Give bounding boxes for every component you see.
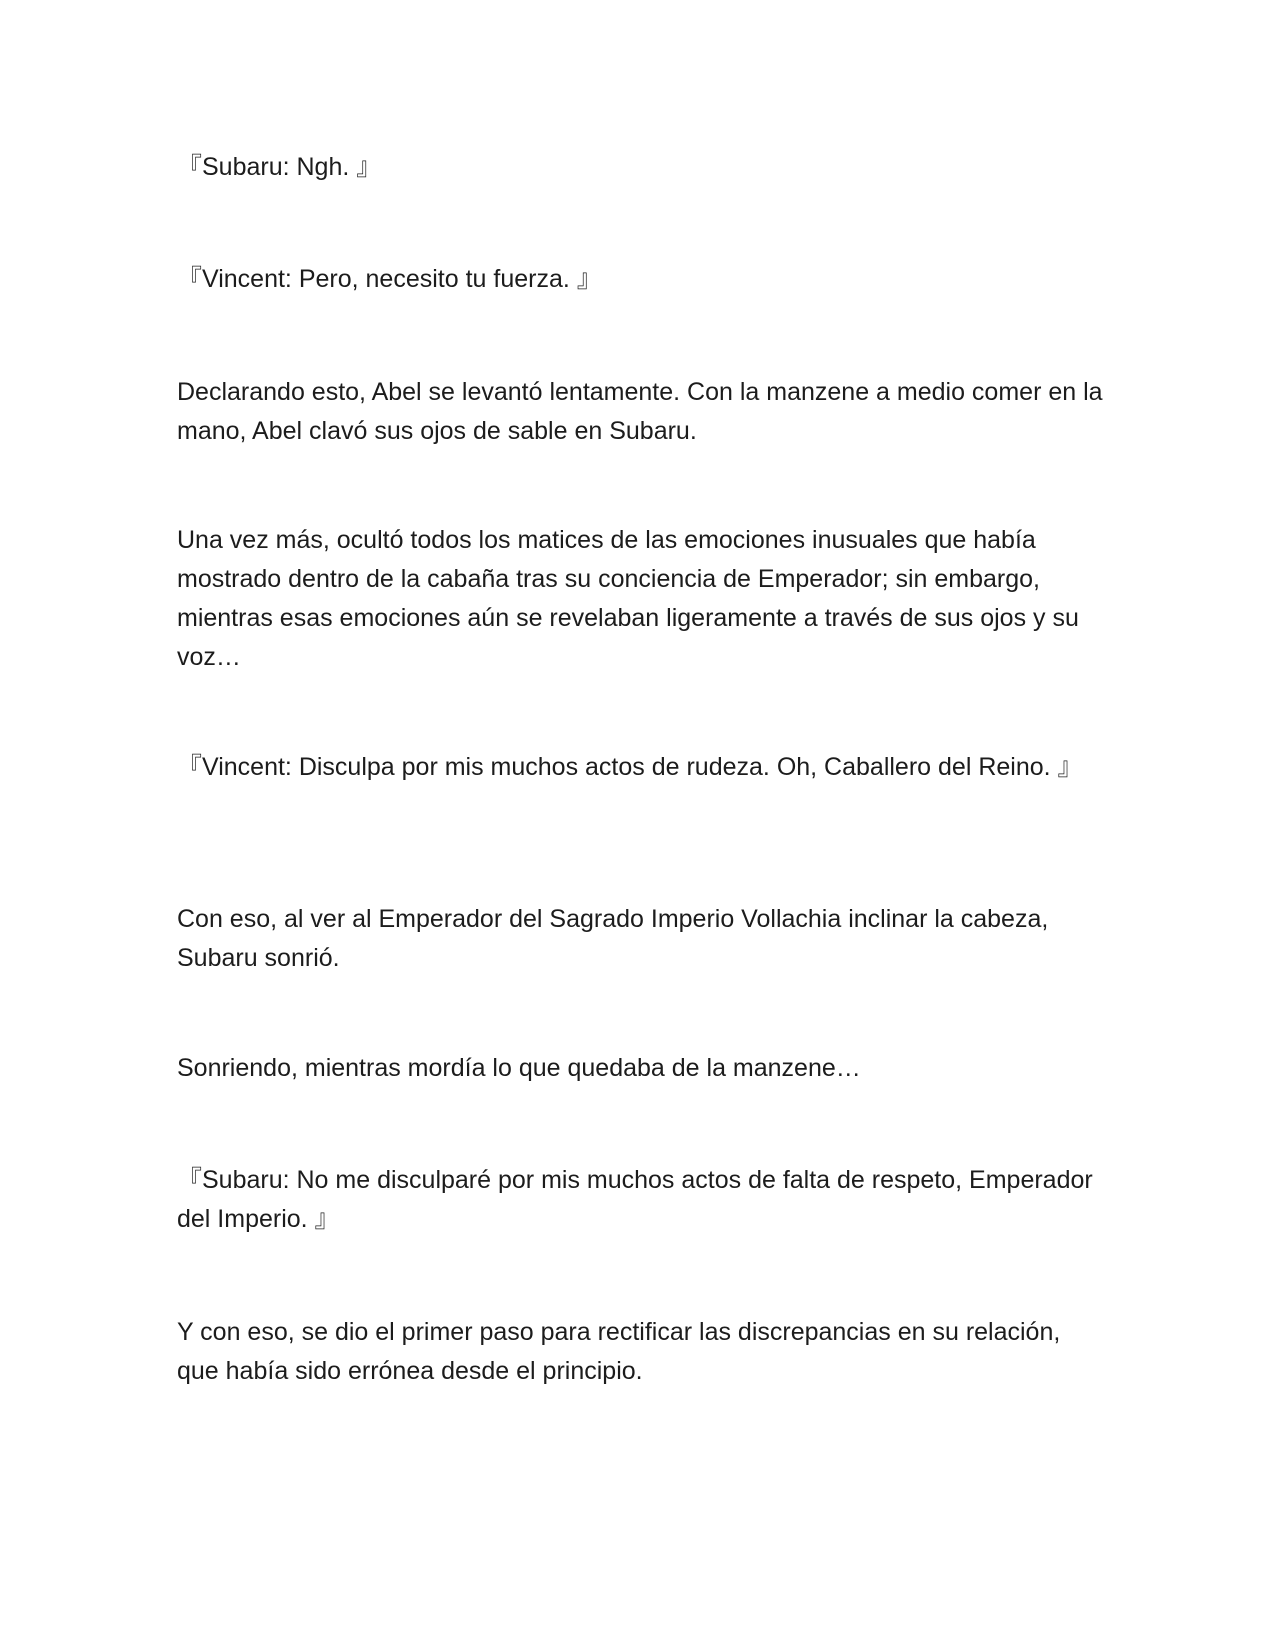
dialogue-subaru-ngh: 『Subaru: Ngh. 』	[177, 153, 382, 181]
narration-emociones: Una vez más, ocultó todos los matices de las emociones inusuales que había mostrado dentro de la cabaña tras su conciencia de Emperador; sin embargo, mientras esas emociones aún se revelaban ligeramente a través de sus ojos y su voz…	[177, 526, 1079, 671]
dialogue-subaru-respeto: 『Subaru: No me disculparé por mis muchos actos de falta de respeto, Emperador del Imperio. 』	[177, 1166, 1093, 1233]
narration-emperador-inclina: Con eso, al ver al Emperador del Sagrado Imperio Vollachia inclinar la cabeza, Subaru sonrió.	[177, 905, 1049, 972]
dialogue-vincent-disculpa: 『Vincent: Disculpa por mis muchos actos de rudeza. Oh, Caballero del Reino. 』	[177, 753, 1083, 781]
narration-primer-paso: Y con eso, se dio el primer paso para rectificar las discrepancias en su relación, que había sido errónea desde el principio.	[177, 1318, 1061, 1385]
narration-abel-levanto: Declarando esto, Abel se levantó lentamente. Con la manzene a medio comer en la mano, Abel clavó sus ojos de sable en Subaru.	[177, 378, 1103, 445]
narration-sonriendo: Sonriendo, mientras mordía lo que quedaba de la manzene…	[177, 1054, 861, 1082]
dialogue-vincent-fuerza: 『Vincent: Pero, necesito tu fuerza. 』	[177, 265, 602, 293]
